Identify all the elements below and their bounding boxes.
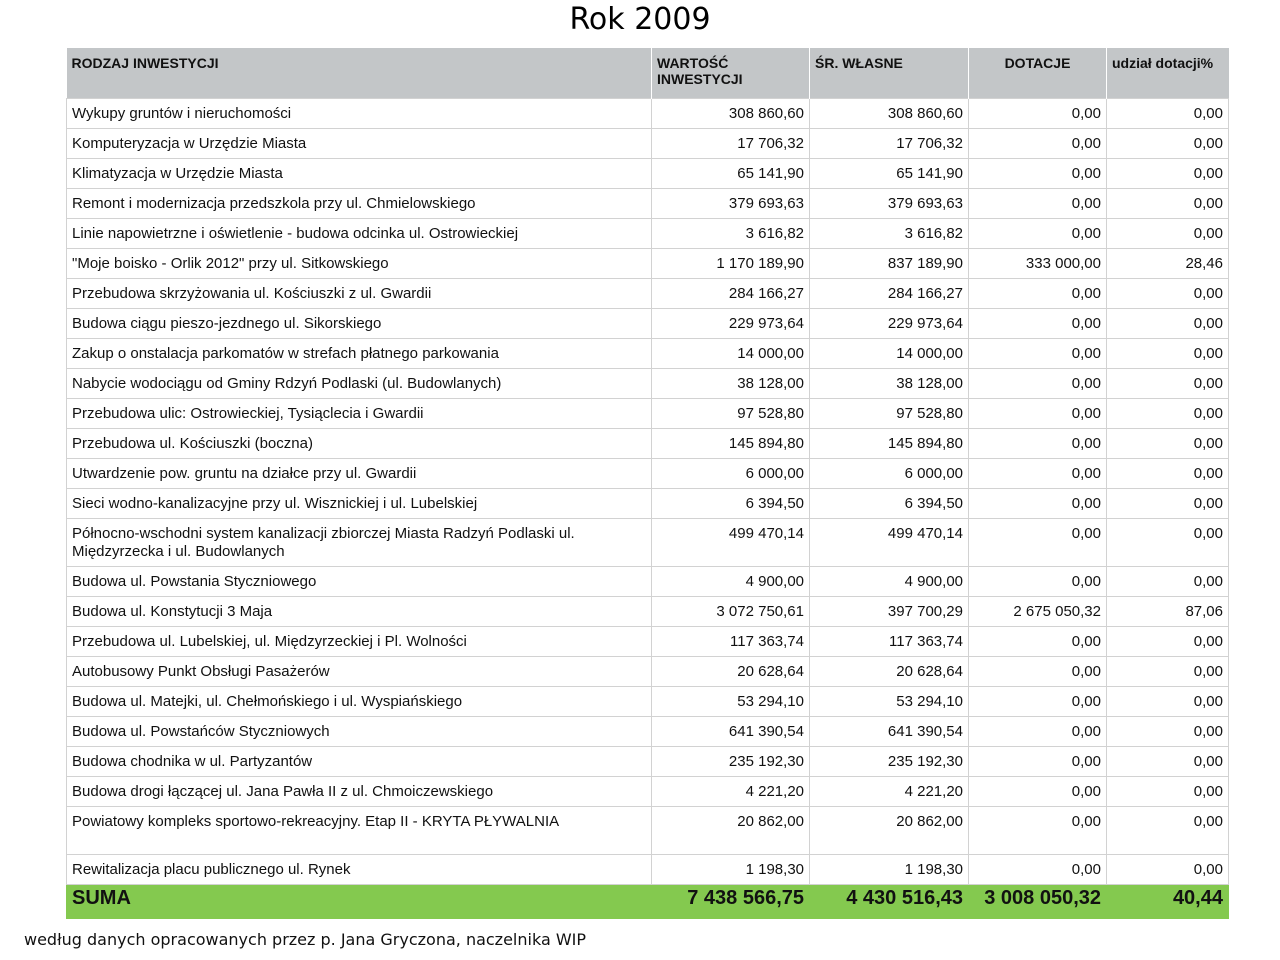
investment-type-cell: Północno-wschodni system kanalizacji zbiorczej Miasta Radzyń Podlaski ul. Międzyrzecka i ul. Budowlanych xyxy=(67,519,652,567)
investment-type-cell: Zakup o onstalacja parkomatów w strefach płatnego parkowania xyxy=(67,339,652,369)
subsidies-cell: 0,00 xyxy=(969,279,1107,309)
investment-type-cell: Komputeryzacja w Urzędzie Miasta xyxy=(67,129,652,159)
page-title: Rok 2009 xyxy=(569,2,711,37)
subsidy-share-cell: 0,00 xyxy=(1107,519,1229,567)
header-row xyxy=(67,48,1229,99)
table-row xyxy=(67,519,1229,567)
investment-value-cell: 20 628,64 xyxy=(652,657,810,687)
subsidies-cell: 0,00 xyxy=(969,129,1107,159)
subsidy-share-cell: 0,00 xyxy=(1107,459,1229,489)
investment-type-cell: Powiatowy kompleks sportowo-rekreacyjny. Etap II - KRYTA PŁYWALNIA xyxy=(67,807,652,855)
investment-type-cell: Linie napowietrzne i oświetlenie - budowa odcinka ul. Ostrowieckiej xyxy=(67,219,652,249)
subsidies-cell: 0,00 xyxy=(969,189,1107,219)
subsidies-cell: 0,00 xyxy=(969,567,1107,597)
own-funds-cell: 6 394,50 xyxy=(810,489,969,519)
investment-value-cell: 1 170 189,90 xyxy=(652,249,810,279)
subsidy-share-cell: 0,00 xyxy=(1107,657,1229,687)
investment-value-cell: 235 192,30 xyxy=(652,747,810,777)
investment-type-cell: Rewitalizacja placu publicznego ul. Rynek xyxy=(67,855,652,885)
column-header-investment-type: RODZAJ INWESTYCJI xyxy=(67,48,652,99)
own-funds-cell: 3 616,82 xyxy=(810,219,969,249)
investment-type-cell: Przebudowa ul. Lubelskiej, ul. Międzyrzeckiej i Pl. Wolności xyxy=(67,627,652,657)
subsidy-share-cell: 0,00 xyxy=(1107,279,1229,309)
subsidy-share-cell: 0,00 xyxy=(1107,369,1229,399)
subsidies-cell: 0,00 xyxy=(969,459,1107,489)
table-row xyxy=(67,339,1229,369)
table-row xyxy=(67,219,1229,249)
subsidy-share-cell: 0,00 xyxy=(1107,429,1229,459)
sum-label: SUMA xyxy=(67,885,652,919)
subsidies-cell: 0,00 xyxy=(969,489,1107,519)
subsidies-cell: 0,00 xyxy=(969,399,1107,429)
own-funds-cell: 117 363,74 xyxy=(810,627,969,657)
table-row xyxy=(67,717,1229,747)
own-funds-cell: 397 700,29 xyxy=(810,597,969,627)
table-row xyxy=(67,99,1229,129)
table-row xyxy=(67,855,1229,885)
investment-type-cell: Budowa drogi łączącej ul. Jana Pawła II z ul. Chmoiczewskiego xyxy=(67,777,652,807)
subsidies-cell: 0,00 xyxy=(969,339,1107,369)
table-row xyxy=(67,189,1229,219)
investment-value-cell: 65 141,90 xyxy=(652,159,810,189)
column-header-own-funds: ŚR. WŁASNE xyxy=(810,48,969,99)
investment-type-cell: Budowa ul. Matejki, ul. Chełmońskiego i ul. Wyspiańskiego xyxy=(67,687,652,717)
own-funds-cell: 284 166,27 xyxy=(810,279,969,309)
own-funds-cell: 235 192,30 xyxy=(810,747,969,777)
subsidy-share-cell: 0,00 xyxy=(1107,717,1229,747)
investment-value-cell: 20 862,00 xyxy=(652,807,810,855)
table-row xyxy=(67,399,1229,429)
investment-value-cell: 97 528,80 xyxy=(652,399,810,429)
table-row xyxy=(67,429,1229,459)
own-funds-cell: 499 470,14 xyxy=(810,519,969,567)
own-funds-cell: 229 973,64 xyxy=(810,309,969,339)
own-funds-cell: 65 141,90 xyxy=(810,159,969,189)
subsidies-cell: 0,00 xyxy=(969,309,1107,339)
investment-type-cell: Klimatyzacja w Urzędzie Miasta xyxy=(67,159,652,189)
investment-value-cell: 641 390,54 xyxy=(652,717,810,747)
subsidy-share-cell: 0,00 xyxy=(1107,687,1229,717)
table-row xyxy=(67,369,1229,399)
own-funds-cell: 97 528,80 xyxy=(810,399,969,429)
subsidy-share-cell: 0,00 xyxy=(1107,777,1229,807)
subsidy-share-cell: 0,00 xyxy=(1107,855,1229,885)
sum-subsidies: 3 008 050,32 xyxy=(969,885,1107,919)
table-body xyxy=(67,99,1229,885)
investment-value-cell: 229 973,64 xyxy=(652,309,810,339)
own-funds-cell: 837 189,90 xyxy=(810,249,969,279)
table-row xyxy=(67,279,1229,309)
table-row xyxy=(67,657,1229,687)
subsidies-cell: 0,00 xyxy=(969,429,1107,459)
subsidies-cell: 2 675 050,32 xyxy=(969,597,1107,627)
table-row xyxy=(67,159,1229,189)
own-funds-cell: 53 294,10 xyxy=(810,687,969,717)
subsidies-cell: 0,00 xyxy=(969,99,1107,129)
investment-value-cell: 6 394,50 xyxy=(652,489,810,519)
table-row xyxy=(67,489,1229,519)
investment-type-cell: Autobusowy Punkt Obsługi Pasażerów xyxy=(67,657,652,687)
subsidies-cell: 0,00 xyxy=(969,687,1107,717)
own-funds-cell: 20 862,00 xyxy=(810,807,969,855)
subsidy-share-cell: 0,00 xyxy=(1107,189,1229,219)
investment-value-cell: 6 000,00 xyxy=(652,459,810,489)
investment-value-cell: 4 221,20 xyxy=(652,777,810,807)
investment-type-cell: Budowa ul. Konstytucji 3 Maja xyxy=(67,597,652,627)
own-funds-cell: 14 000,00 xyxy=(810,339,969,369)
table-row xyxy=(67,687,1229,717)
subsidy-share-cell: 0,00 xyxy=(1107,129,1229,159)
own-funds-cell: 6 000,00 xyxy=(810,459,969,489)
own-funds-cell: 20 628,64 xyxy=(810,657,969,687)
investment-value-cell: 4 900,00 xyxy=(652,567,810,597)
own-funds-cell: 641 390,54 xyxy=(810,717,969,747)
table-row xyxy=(67,747,1229,777)
table-row xyxy=(67,627,1229,657)
own-funds-cell: 145 894,80 xyxy=(810,429,969,459)
sum-row xyxy=(67,885,1229,919)
subsidy-share-cell: 0,00 xyxy=(1107,219,1229,249)
own-funds-cell: 4 221,20 xyxy=(810,777,969,807)
investment-type-cell: Remont i modernizacja przedszkola przy ul. Chmielowskiego xyxy=(67,189,652,219)
subsidies-cell: 0,00 xyxy=(969,369,1107,399)
subsidies-cell: 0,00 xyxy=(969,627,1107,657)
investment-type-cell: Sieci wodno-kanalizacyjne przy ul. Wisznickiej i ul. Lubelskiej xyxy=(67,489,652,519)
investment-type-cell: Przebudowa ul. Kościuszki (boczna) xyxy=(67,429,652,459)
own-funds-cell: 4 900,00 xyxy=(810,567,969,597)
subsidy-share-cell: 0,00 xyxy=(1107,309,1229,339)
sum-subsidy-share: 40,44 xyxy=(1107,885,1229,919)
column-header-subsidies: DOTACJE xyxy=(969,48,1107,99)
sum-investment-value: 7 438 566,75 xyxy=(652,885,810,919)
sum-own-funds: 4 430 516,43 xyxy=(810,885,969,919)
subsidy-share-cell: 0,00 xyxy=(1107,399,1229,429)
investment-value-cell: 3 616,82 xyxy=(652,219,810,249)
investment-value-cell: 284 166,27 xyxy=(652,279,810,309)
investment-value-cell: 145 894,80 xyxy=(652,429,810,459)
investment-type-cell: Przebudowa skrzyżowania ul. Kościuszki z ul. Gwardii xyxy=(67,279,652,309)
subsidy-share-cell: 0,00 xyxy=(1107,99,1229,129)
source-note: według danych opracowanych przez p. Jana Gryczona, naczelnika WIP xyxy=(24,930,587,949)
investment-value-cell: 38 128,00 xyxy=(652,369,810,399)
investment-type-cell: Budowa chodnika w ul. Partyzantów xyxy=(67,747,652,777)
table-row xyxy=(67,249,1229,279)
investment-type-cell: Nabycie wodociągu od Gminy Rdzyń Podlaski (ul. Budowlanych) xyxy=(67,369,652,399)
investment-value-cell: 379 693,63 xyxy=(652,189,810,219)
investment-type-cell: Wykupy gruntów i nieruchomości xyxy=(67,99,652,129)
investment-value-cell: 3 072 750,61 xyxy=(652,597,810,627)
subsidy-share-cell: 0,00 xyxy=(1107,747,1229,777)
subsidies-cell: 0,00 xyxy=(969,219,1107,249)
investment-value-cell: 17 706,32 xyxy=(652,129,810,159)
investment-type-cell: Budowa ciągu pieszo-jezdnego ul. Sikorskiego xyxy=(67,309,652,339)
subsidy-share-cell: 0,00 xyxy=(1107,567,1229,597)
investment-type-cell: Budowa ul. Powstańców Styczniowych xyxy=(67,717,652,747)
investment-value-cell: 14 000,00 xyxy=(652,339,810,369)
table-row xyxy=(67,807,1229,855)
subsidies-cell: 0,00 xyxy=(969,807,1107,855)
investment-type-cell: Utwardzenie pow. gruntu na działce przy ul. Gwardii xyxy=(67,459,652,489)
subsidy-share-cell: 0,00 xyxy=(1107,627,1229,657)
table-row xyxy=(67,597,1229,627)
subsidy-share-cell: 28,46 xyxy=(1107,249,1229,279)
subsidy-share-cell: 0,00 xyxy=(1107,159,1229,189)
own-funds-cell: 17 706,32 xyxy=(810,129,969,159)
subsidy-share-cell: 87,06 xyxy=(1107,597,1229,627)
own-funds-cell: 308 860,60 xyxy=(810,99,969,129)
investment-value-cell: 117 363,74 xyxy=(652,627,810,657)
subsidies-cell: 0,00 xyxy=(969,159,1107,189)
table-row xyxy=(67,567,1229,597)
column-header-subsidy-share: udział dotacji% xyxy=(1107,48,1229,99)
investment-value-cell: 308 860,60 xyxy=(652,99,810,129)
column-header-investment-value: WARTOŚĆ INWESTYCJI xyxy=(652,48,810,99)
subsidy-share-cell: 0,00 xyxy=(1107,339,1229,369)
investment-value-cell: 499 470,14 xyxy=(652,519,810,567)
subsidies-cell: 0,00 xyxy=(969,657,1107,687)
investment-value-cell: 1 198,30 xyxy=(652,855,810,885)
subsidies-cell: 0,00 xyxy=(969,747,1107,777)
subsidies-cell: 0,00 xyxy=(969,717,1107,747)
investment-type-cell: Budowa ul. Powstania Styczniowego xyxy=(67,567,652,597)
subsidies-cell: 0,00 xyxy=(969,855,1107,885)
subsidy-share-cell: 0,00 xyxy=(1107,807,1229,855)
table-row xyxy=(67,777,1229,807)
subsidy-share-cell: 0,00 xyxy=(1107,489,1229,519)
investment-value-cell: 53 294,10 xyxy=(652,687,810,717)
own-funds-cell: 379 693,63 xyxy=(810,189,969,219)
investment-table xyxy=(66,48,1229,919)
table-row xyxy=(67,459,1229,489)
table-row xyxy=(67,309,1229,339)
own-funds-cell: 38 128,00 xyxy=(810,369,969,399)
subsidies-cell: 0,00 xyxy=(969,519,1107,567)
investment-type-cell: Przebudowa ulic: Ostrowieckiej, Tysiąclecia i Gwardii xyxy=(67,399,652,429)
subsidies-cell: 333 000,00 xyxy=(969,249,1107,279)
table-row xyxy=(67,129,1229,159)
subsidies-cell: 0,00 xyxy=(969,777,1107,807)
own-funds-cell: 1 198,30 xyxy=(810,855,969,885)
investment-type-cell: "Moje boisko - Orlik 2012" przy ul. Sitkowskiego xyxy=(67,249,652,279)
